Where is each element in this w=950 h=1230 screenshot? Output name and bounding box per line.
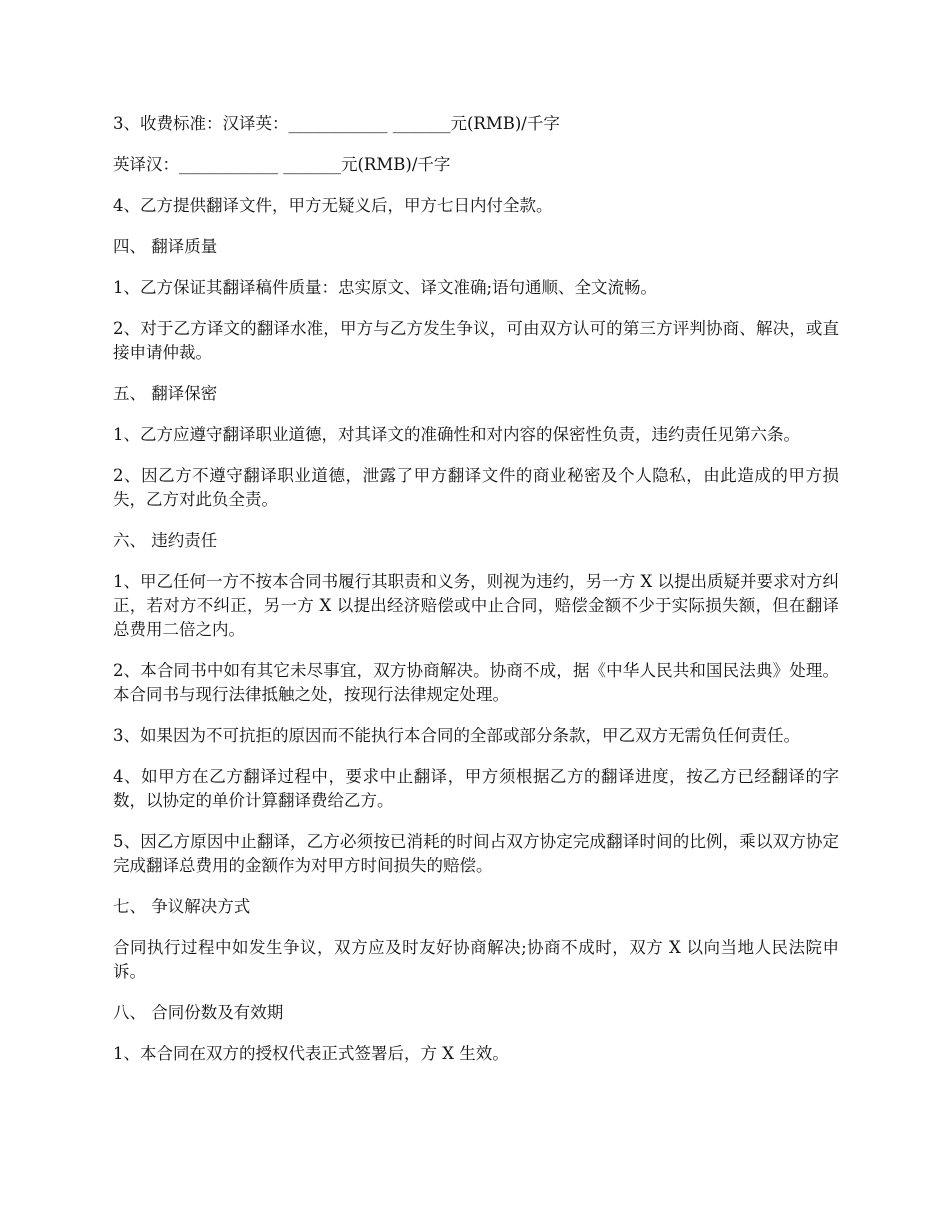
breach-clause-5: 5、因乙方原因中止翻译，乙方必须按已消耗的时间占双方协定完成翻译时间的比例，乘以双方协定完成翻译总费用的金额作为对甲方时间损失的赔偿。	[113, 832, 839, 875]
dispute-clause: 合同执行过程中如发生争议，双方应及时友好协商解决;协商不成时，双方 X 以向当地人民法院申诉。	[113, 938, 839, 981]
confidentiality-clause-1: 1、乙方应遵守翻译职业道德，对其译文的准确性和对内容的保密性负责，违约责任见第六条。	[113, 425, 800, 444]
document-page	[113, 112, 839, 1083]
validity-clause-1: 1、本合同在双方的授权代表正式签署后，方 X 生效。	[113, 1044, 509, 1063]
breach-clause-4: 4、如甲方在乙方翻译过程中，要求中止翻译，甲方须根据乙方的翻译进度，按乙方已经翻译的字数，以协定的单价计算翻译费给乙方。	[113, 767, 839, 810]
fee-standard-en-to-cn: 英译汉：____________ _______元(RMB)/千字	[113, 155, 451, 174]
quality-clause-1: 1、乙方保证其翻译稿件质量：忠实原文、译文准确;语句通顺、全文流畅。	[113, 278, 658, 297]
section-heading-confidentiality: 五、 翻译保密	[113, 384, 218, 403]
section-heading-copies-validity: 八、 合同份数及有效期	[113, 1003, 284, 1022]
payment-clause: 4、乙方提供翻译文件，甲方无疑义后，甲方七日内付全款。	[113, 196, 553, 215]
breach-clause-2: 2、本合同书中如有其它未尽事宜，双方协商解决。协商不成，据《中华人民共和国民法典》处理。本合同书与现行法律抵触之处，按现行法律规定处理。	[113, 661, 839, 704]
breach-clause-1: 1、甲乙任何一方不按本合同书履行其职责和义务，则视为违约，另一方 X 以提出质疑并要求对方纠正，若对方不纠正，另一方 X 以提出经济赔偿或中止合同，赔偿金额不少于实际损失额，但在翻译总费用二倍之内。	[113, 572, 839, 639]
fee-standard-cn-to-en: 3、收费标准：汉译英：____________ _______元(RMB)/千字	[113, 114, 560, 133]
breach-clause-3: 3、如果因为不可抗拒的原因而不能执行本合同的全部或部分条款，甲乙双方无需负任何责任。	[113, 726, 800, 745]
section-heading-quality: 四、 翻译质量	[113, 237, 218, 256]
section-heading-breach: 六、 违约责任	[113, 531, 218, 550]
confidentiality-clause-2: 2、因乙方不遵守翻译职业道德，泄露了甲方翻译文件的商业秘密及个人隐私，由此造成的甲方损失，乙方对此负全责。	[113, 466, 839, 509]
section-heading-dispute: 七、 争议解决方式	[113, 897, 251, 916]
quality-clause-2: 2、对于乙方译文的翻译水准，甲方与乙方发生争议，可由双方认可的第三方评判协商、解决，或直接申请仲裁。	[113, 319, 839, 362]
